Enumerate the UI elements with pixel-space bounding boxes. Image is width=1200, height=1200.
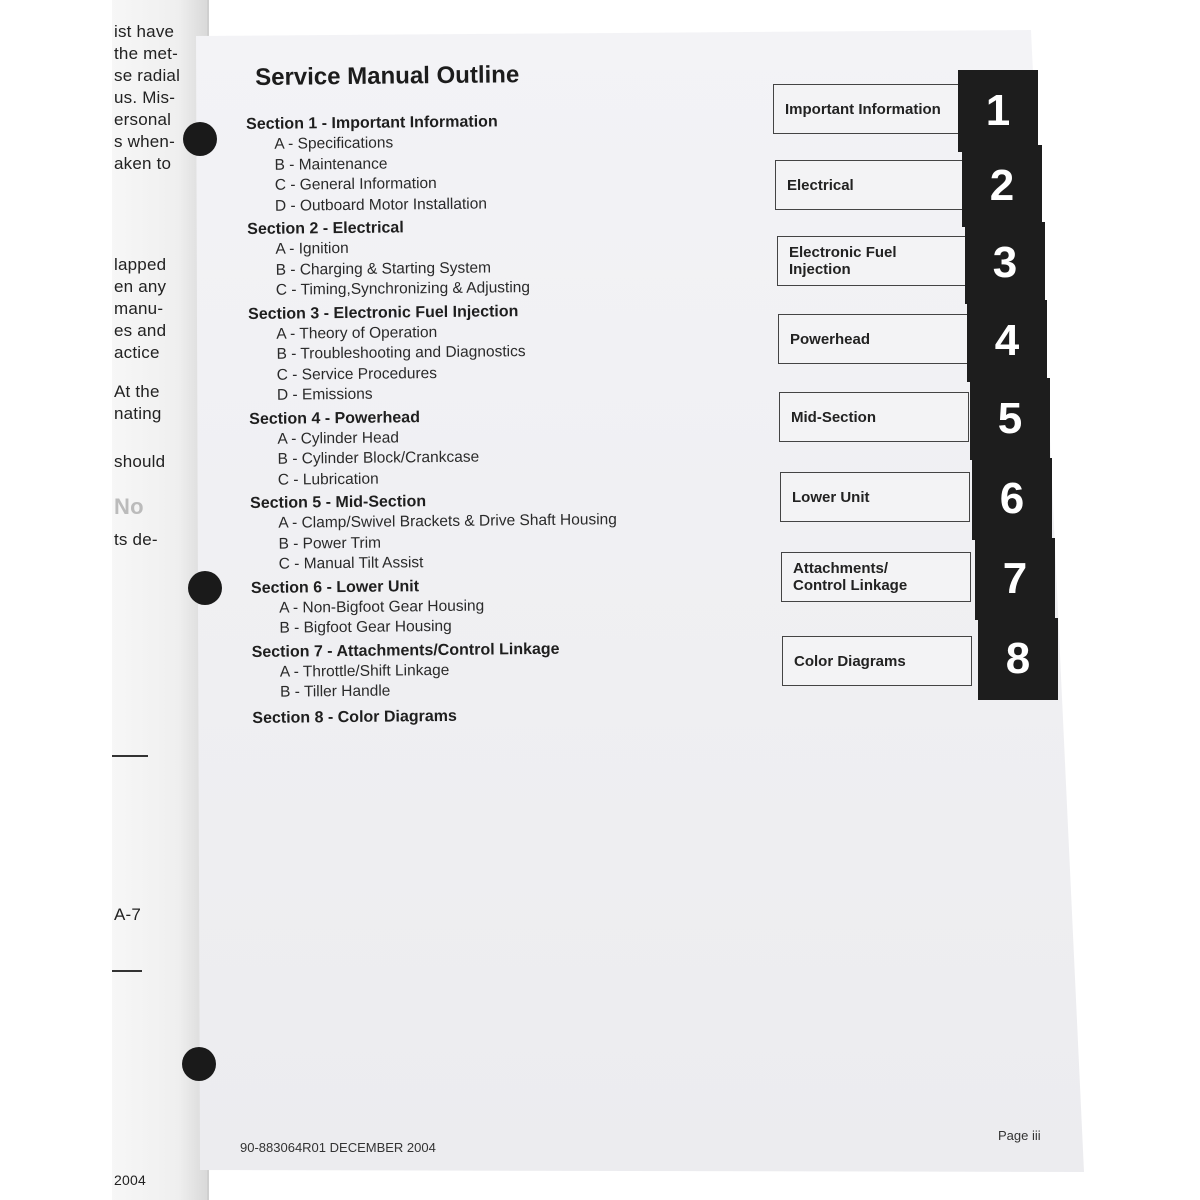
tab-lower-unit[interactable] [780,472,970,522]
tab-number: 1 [958,70,1038,152]
outline-section [252,638,723,704]
tab-number: 4 [967,300,1047,382]
prev-page-text: ersonal [114,110,172,129]
outline-section [248,300,719,407]
tab-label: Mid-Section [791,408,876,426]
tab-powerhead[interactable] [778,314,968,364]
tab-important-information[interactable] [773,84,963,134]
prev-page-text: se radial [114,66,181,85]
prev-page-rule [112,755,148,757]
tab-label: Attachments/ Control Linkage [793,560,908,594]
outline-section [246,110,717,217]
prev-page-text: ts de- [114,530,158,549]
subsection-item: B - Tiller Handle [279,682,391,701]
tab-label: Color Diagrams [794,652,906,670]
subsection-item: A - Ignition [275,239,349,258]
prev-page-text: the met- [114,44,178,63]
subsection-item: C - Manual Tilt Assist [278,554,424,573]
prev-page-text: manu- [114,299,164,318]
subsection-item: B - Charging & Starting System [275,258,492,279]
subsection-item: B - Bigfoot Gear Housing [279,617,452,637]
tab-color-diagrams[interactable] [782,636,972,686]
prev-page-text: No [114,494,144,519]
tab-attachments-control-linkage[interactable] [781,552,971,602]
outline-list [246,107,722,728]
prev-page-text: en any [114,277,167,296]
tab-label: Electronic Fuel Injection [789,244,897,278]
subsection-item: B - Maintenance [274,155,388,174]
prev-page-text: 2004 [114,1172,146,1188]
prev-page-text: At the [114,382,160,401]
prev-page-text: s when- [114,132,175,151]
tab-number: 2 [962,145,1042,227]
tab-number: 5 [970,378,1050,460]
prev-page-rule [112,970,142,972]
prev-page-text: ist have [114,22,175,41]
tab-electronic-fuel-injection[interactable] [777,236,967,286]
subsection-item: D - Emissions [276,385,373,404]
subsection-item: A - Clamp/Swivel Brackets & Drive Shaft Housing [278,511,617,532]
tab-number: 6 [972,458,1052,540]
tab-label: Important Information [785,100,941,118]
page-number: Page iii [998,1128,1041,1143]
tab-number: 8 [978,618,1058,700]
prev-page-text: us. Mis- [114,88,176,107]
section-heading: Section 8 - Color Diagrams [252,707,457,727]
subsection-item: B - Troubleshooting and Diagnostics [276,343,526,363]
binder-hole [182,1047,216,1081]
tab-number: 3 [965,222,1045,304]
subsection-item: C - General Information [274,175,437,194]
prev-page-text: nating [114,404,162,423]
subsection-item: B - Power Trim [278,534,382,553]
prev-page-text: es and [114,321,167,340]
outline-section [249,405,720,491]
tab-label: Lower Unit [792,488,870,506]
outline-section [247,215,718,301]
subsection-item: C - Service Procedures [276,364,438,384]
prev-page-text: lapped [114,255,167,274]
tab-electrical[interactable] [775,160,965,210]
section-heading: Section 7 - Attachments/Control Linkage [251,640,560,661]
outline-section [250,489,721,575]
subsection-item: D - Outboard Motor Installation [274,194,487,215]
outline-section [251,574,722,640]
document-number: 90-883064R01 DECEMBER 2004 [240,1140,436,1155]
subsection-item: A - Specifications [274,134,394,153]
prev-page-text: A-7 [114,905,142,924]
prev-page-text: should [114,452,166,471]
subsection-item: C - Timing,Synchronizing & Adjusting [275,279,531,299]
tab-label: Electrical [787,176,854,194]
section-heading: Section 2 - Electrical [247,219,404,238]
subsection-item: A - Cylinder Head [277,428,399,448]
section-heading: Section 4 - Powerhead [249,408,421,428]
subsection-item: A - Non-Bigfoot Gear Housing [279,597,485,617]
section-heading: Section 6 - Lower Unit [250,577,420,597]
section-heading: Section 5 - Mid-Section [250,493,427,512]
prev-page-text: aken to [114,154,172,173]
tab-mid-section[interactable] [779,392,969,442]
subsection-item: A - Theory of Operation [276,323,438,343]
subsection-item: B - Cylinder Block/Crankcase [277,448,480,468]
tab-label: Powerhead [790,330,871,348]
subsection-item: A - Throttle/Shift Linkage [279,661,450,681]
page-title: Service Manual Outline [255,61,520,91]
prev-page-text: actice [114,343,160,362]
section-heading: Section 3 - Electronic Fuel Injection [248,302,519,323]
subsection-item: C - Lubrication [277,470,379,489]
tab-number: 7 [975,538,1055,620]
binder-hole [183,122,217,156]
section-heading: Section 1 - Important Information [246,113,498,133]
binder-hole [188,571,222,605]
